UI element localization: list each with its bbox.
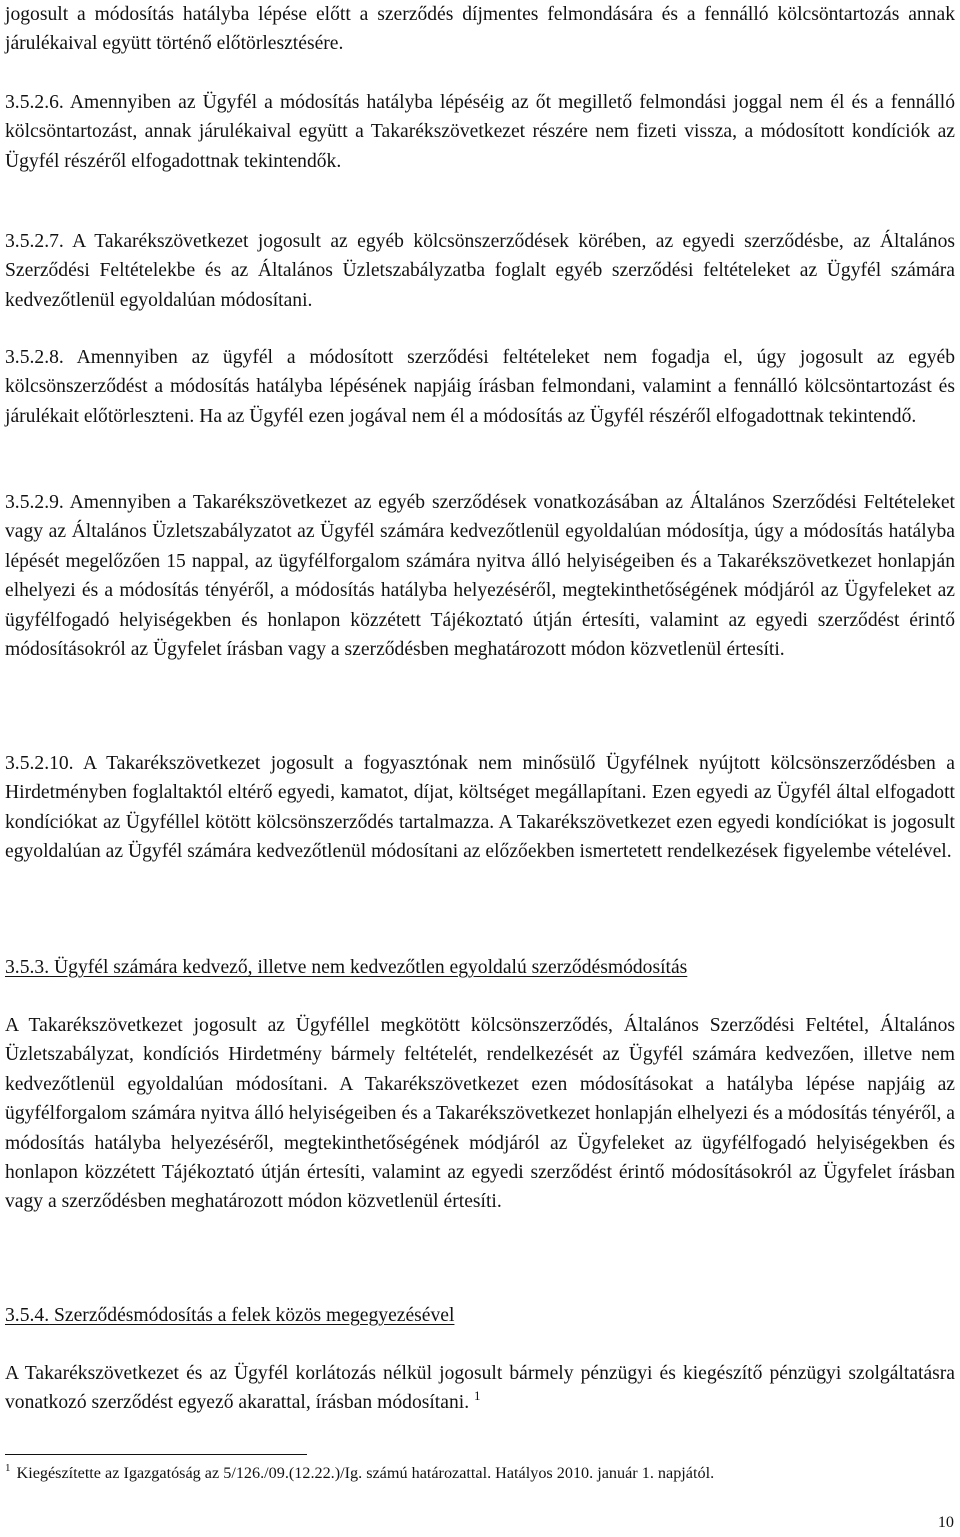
heading-title: Szerződésmódosítás a felek közös megegyezésével (54, 1305, 455, 1326)
paragraph-3-5-4-body: A Takarékszövetkezet és az Ügyfél korlátozás nélkül jogosult bármely pénzügyi és kiegészítő pénzügyi szolgáltatásra vonatkozó szerződést egyező akarattal, írásban módosítani. $^1$ (5, 1363, 955, 1414)
clause-text: A Takarékszövetkezet jogosult a fogyasztónak nem minősülő Ügyfélnek nyújtott kölcsönszerződésben a Hirdetményben foglaltaktól eltérő egyedi, kamatot, díjat, költséget megállapítani. Ezen egyedi az Ügyfél által elfogadott kondíciókat az Ügyféllel kötött kölcsönszerződés tartalmazza. A Takarékszövetkezet ezen egyedi kondíciókat is jogosult egyoldalúan az Ügyfél számára kedvezőtlenül módosítani az előzőekben ismertetett rendelkezések figyelembe vételével. (5, 753, 955, 863)
paragraph-3-5-2-6 (5, 88, 955, 176)
clause-text: Amennyiben az Ügyfél a módosítás hatályba lépéséig az őt megillető felmondási joggal nem él és a fennálló kölcsöntartozást, annak járulékaival együtt a Takarékszövetkezet részére nem fizeti vissza, a módosított kondíciók az Ügyfél részéről elfogadottnak tekintendők. (5, 92, 955, 172)
clause-text: Amennyiben a Takarékszövetkezet az egyéb szerződések vonatkozásában az Általános Szerződési Feltételeket vagy az Általános Üzletszabályzatot az Ügyfél számára kedvezőtlenül egyoldalúan módosítja, úgy a módosítás hatályba lépését megelőzően 15 nappal, az ügyfélforgalom számára nyitva álló helyiségeiben és a Takarékszövetkezet honlapján elhelyezi és a módosítás tényéről, a módosítás hatályba helyezéséről, megtekinthetőségének módjáról az Ügyfeleket az ügyfélfogadó helyiségekben és honlapon közzétett Tájékoztató útján értesíti, valamint az egyedi szerződést érintő módosításokról az Ügyfelet írásban vagy a szerződésben meghatározott módon közvetlenül értesíti. (5, 492, 955, 661)
paragraph-3-5-2-10 (5, 749, 955, 867)
paragraph-3-5-2-7 (5, 227, 955, 315)
clause-number: 3.5.2.6. (5, 92, 64, 113)
paragraph-continuation: jogosult a módosítás hatályba lépése előtt a szerződés díjmentes felmondására és a fennálló kölcsöntartozás annak járulékaival együtt történő előtörlesztésére. (5, 4, 955, 55)
clause-text: A Takarékszövetkezet jogosult az egyéb kölcsönszerződések körében, az egyedi szerződésbe, az Általános Szerződési Feltételekbe és az Általános Üzletszabályzatba foglalt egyéb szerződési feltételeket az Ügyfél számára kedvezőtlenül egyoldalúan módosítani. (5, 231, 955, 311)
clause-text: Amennyiben az ügyfél a módosított szerződési feltételeket nem fogadja el, úgy jogosult az egyéb kölcsönszerződést a módosítás hatályba lépésének napjáig írásban felmondani, valamint a fennálló kölcsöntartozást és járulékait előtörleszteni. Ha az Ügyfél ezen jogával nem él a módosítás az Ügyfél részéről elfogadottnak tekintendő. (5, 347, 955, 427)
heading-title: Ügyfél számára kedvező, illetve nem kedvezőtlen egyoldalú szerződésmódosítás (54, 957, 688, 978)
section-heading-3-5-4 (5, 1301, 454, 1330)
footnote-separator (5, 1454, 307, 1455)
footnote (5, 1462, 955, 1484)
page-number: 10 (937, 1513, 954, 1531)
clause-number: 3.5.2.9. (5, 492, 64, 513)
clause-number: 3.5.2.8. (5, 347, 64, 368)
footnote-text: Kiegészítette az Igazgatóság az 5/126./09.(12.22.)/Ig. számú határozattal. Hatályos 2010. január 1. napjától. (16, 1464, 715, 1482)
heading-number: 3.5.3. (5, 957, 50, 978)
footnote-marker: 1 (5, 1462, 11, 1474)
heading-number: 3.5.4. (5, 1305, 50, 1326)
paragraph-3-5-2-9 (5, 488, 955, 664)
paragraph-3-5-3-body: A Takarékszövetkezet jogosult az Ügyféllel megkötött kölcsönszerződés, Általános Szerződési Feltétel, Általános Üzletszabályzat, kondíciós Hirdetmény bármely feltételét, rendelkezését az Ügyfél számára kedvezően, illetve nem kedvezőtlenül egyoldalúan módosítani. A Takarékszövetkezet ezen módosításokat a hatályba lépése napjáig az ügyfélforgalom számára nyitva álló helyiségeiben és a Takarékszövetkezet honlapján elhelyezi és a módosítás tényéről, a módosítás hatályba helyezéséről, megtekinthetőségének módjáról az Ügyfeleket az ügyfélfogadó helyiségekben és honlapon közzétett Tájékoztató útján értesíti, valamint az egyedi szerződést érintő módosításokról az Ügyfelet írásban vagy a szerződésben meghatározott módon közvetlenül értesíti. (5, 1015, 955, 1213)
clause-number: 3.5.2.10. (5, 753, 74, 774)
paragraph-3-5-2-8 (5, 343, 955, 431)
clause-number: 3.5.2.7. (5, 231, 64, 252)
footnote-reference: 1 (474, 1388, 481, 1404)
section-heading-3-5-3 (5, 953, 687, 982)
